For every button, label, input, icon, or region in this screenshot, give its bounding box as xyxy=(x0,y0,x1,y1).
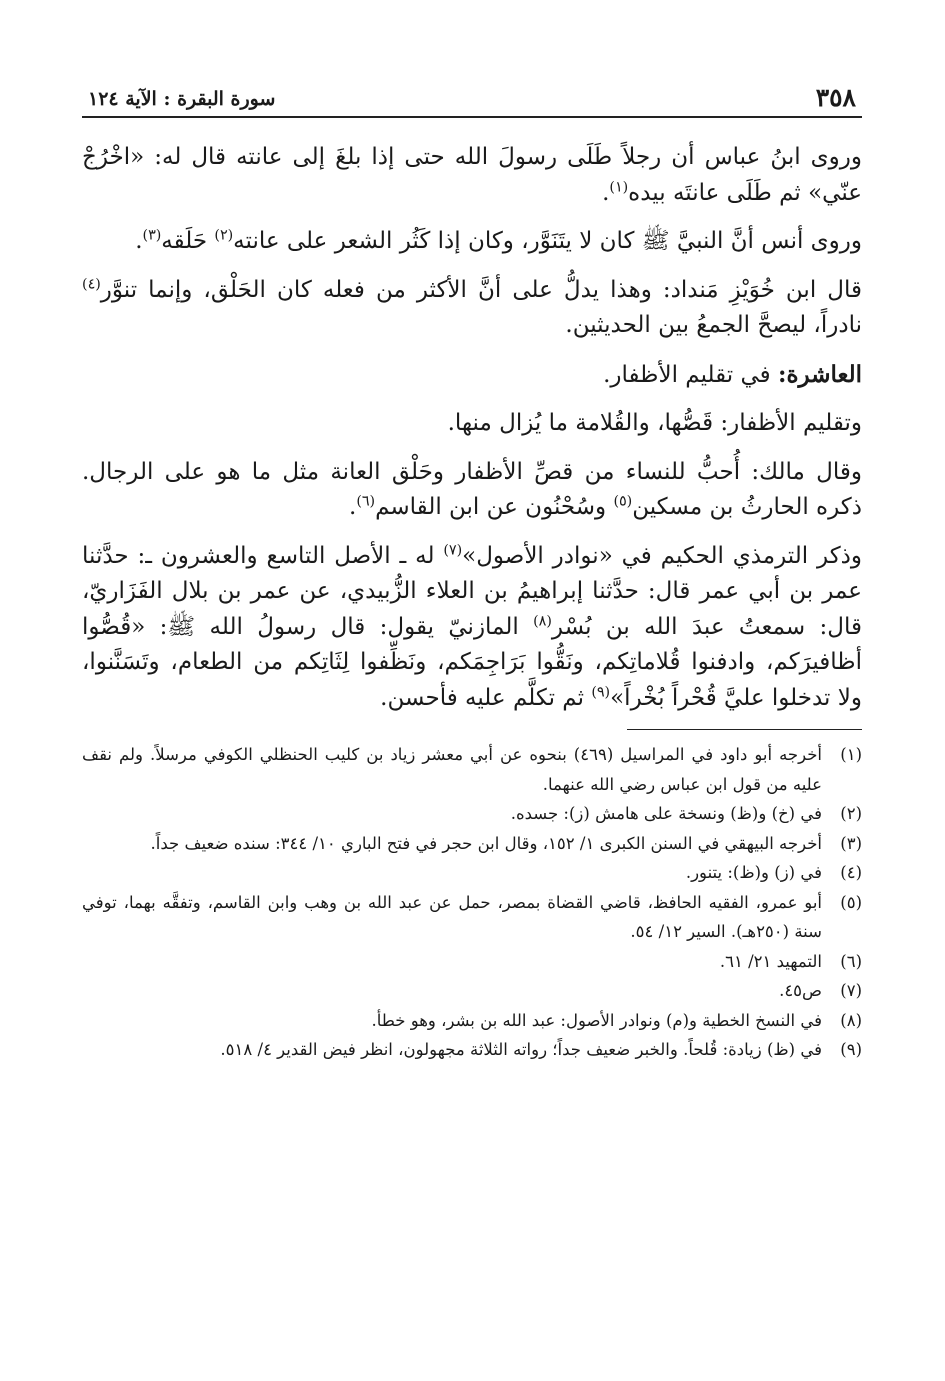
footnote-number: (٢) xyxy=(840,804,862,823)
text-run: وروى ابنُ عباس أن رجلاً طَلَى رسولَ الله حتى إذا بلغَ إلى عانته قال له: «اخْرُجْ عنّي» ثم طَلَى عانتَه بيده xyxy=(82,144,862,206)
footnote-text: أبو عمرو، الفقيه الحافظ، قاضي القضاة بمصر، حمل عن عبد الله بن وهب وابن القاسم، وتفقَّه بهما، توفي سنة (٢٥٠هـ). السير ١٢/ ٥٤. xyxy=(82,892,822,941)
footnote-separator xyxy=(627,729,862,730)
text-run: وذكر الترمذي الحكيم في «نوادر الأصول» xyxy=(462,542,862,569)
footnote-text: التمهيد ٢١/ ٦١. xyxy=(719,951,822,971)
text-run: . xyxy=(135,228,143,254)
footnote-number: (٨) xyxy=(840,1010,862,1030)
footnote-number: (٤) xyxy=(840,863,862,882)
footnote-text: ص٤٥. xyxy=(779,981,822,1000)
running-header xyxy=(82,78,862,118)
footnote-marker: (٥) xyxy=(613,493,633,510)
text-run: وسُحْنُون عن ابن القاسم xyxy=(375,494,614,520)
text-run: له ـ الأصل التاسع والعشرون ـ: حدَّثنا عمر بن أبي عمر قال: حدَّثنا إبراهيمُ بن العلاء الزُّبيدي، عن عمر بن بلال الفَزَاريّ، قال: سمعتُ عبدَ الله بن بُسْر xyxy=(82,542,862,640)
footnote-marker: (٤) xyxy=(82,275,101,292)
footnote-marker: (١) xyxy=(609,178,629,195)
footnote-number: (٧) xyxy=(840,981,862,1000)
footnote-text: في (ظ) زيادة: قُلحاً. والخبر ضعيف جداً؛ رواته الثلاثة مجهولون، انظر فيض القدير ٤/ ٥١٨. xyxy=(220,1040,822,1059)
footnote xyxy=(82,799,862,829)
text-run: وتقليم الأظفار: قَصُّها، والقُلامة ما يُزال منها. xyxy=(447,410,862,436)
footnote xyxy=(82,1006,862,1036)
text-run: وروى أنس أنَّ النبيَّ ﷺ كان لا يتَنَوَّر، وكان إذا كَثُر الشعر على عانته xyxy=(233,228,862,254)
footnote xyxy=(82,976,862,1006)
footnote-number: (٣) xyxy=(840,833,862,853)
footnote-text: أخرجه أبو داود في المراسيل (٤٦٩) بنحوه عن أبي معشر زياد بن كليب الحنظلي الكوفي مرسلاً. ولم نقف عليه من قول ابن عباس رضي الله عنهما. xyxy=(82,745,822,794)
body-paragraph xyxy=(82,539,862,717)
body-paragraph xyxy=(82,455,862,526)
text-run: المازنيّ يقول: قال رسولُ الله ﷺ: «قُصُّوا أظافيرَكم، وادفنوا قُلاماتِكم، ونَقُّوا بَرَاجِمَكم، ونَظِّفوا لِثَاتِكم من الطعام، وتَسَنَّنوا، ولا تدخلوا عليَّ قُحْراً بُخْراً» xyxy=(82,613,862,711)
footnote-marker: (٦) xyxy=(356,493,376,510)
footnote-number: (٥) xyxy=(840,892,862,912)
footnote-text: في (خ) و(ظ) ونسخة على هامش (ز): جسده. xyxy=(510,804,822,823)
text-run: نادراً، ليصحَّ الجمعُ بين الحديثين. xyxy=(565,312,862,338)
body-paragraph xyxy=(82,406,862,442)
footnote xyxy=(82,947,862,977)
running-title: سورة البقرة : الآية ١٢٤ xyxy=(88,88,276,110)
footnote-text: في النسخ الخطية و(م) ونوادر الأصول: عبد الله بن بشر، وهو خطأ. xyxy=(371,1010,822,1030)
page-number: ٣٥٨ xyxy=(815,83,856,112)
text-run: وقال مالك: أُحبُّ للنساء من قصِّ الأظفار وحَلْق العانة مثل ما هو على الرجال. ذكره الحارثُ بن مسكين xyxy=(82,458,862,520)
footnote xyxy=(82,858,862,888)
text-run: حَلَقه xyxy=(161,228,215,254)
footnote-marker: (٢) xyxy=(214,227,234,244)
section-heading: العاشرة: xyxy=(777,360,862,388)
footnote-marker: (٩) xyxy=(591,683,611,700)
footnote-text: أخرجه البيهقي في السنن الكبرى ١/ ١٥٢، وقال ابن حجر في فتح الباري ١٠/ ٣٤٤: سنده ضعيف جداً. xyxy=(150,833,822,853)
footnote xyxy=(82,829,862,859)
text-run: قال ابن خُوَيْزِ مَنداد: وهذا يدلُّ على أنَّ الأكثر من فعله كان الحَلْق، وإنما تنوَّر xyxy=(100,276,862,303)
footnote xyxy=(82,1035,862,1065)
footnotes xyxy=(82,740,862,1065)
body-paragraph xyxy=(82,273,862,344)
text-run: . xyxy=(349,494,357,520)
footnote xyxy=(82,888,862,947)
book-page xyxy=(82,78,862,1065)
footnote xyxy=(82,740,862,799)
footnote-marker: (٧) xyxy=(443,541,463,558)
text-run: . xyxy=(602,179,610,206)
body-paragraph xyxy=(82,224,862,260)
footnote-marker: (٨) xyxy=(533,612,552,629)
main-text xyxy=(82,140,862,716)
text-run: ثم تكلَّم عليه فأحسن. xyxy=(380,684,592,711)
footnote-number: (٩) xyxy=(840,1040,862,1059)
body-paragraph xyxy=(82,357,862,394)
body-paragraph xyxy=(82,140,862,211)
footnote-text: في (ز) و(ظ): يتنور. xyxy=(685,863,822,882)
footnote-number: (٦) xyxy=(840,951,862,971)
footnote-number: (١) xyxy=(840,745,862,764)
text-run: في تقليم الأظفار. xyxy=(603,361,778,388)
footnote-marker: (٣) xyxy=(142,227,162,244)
